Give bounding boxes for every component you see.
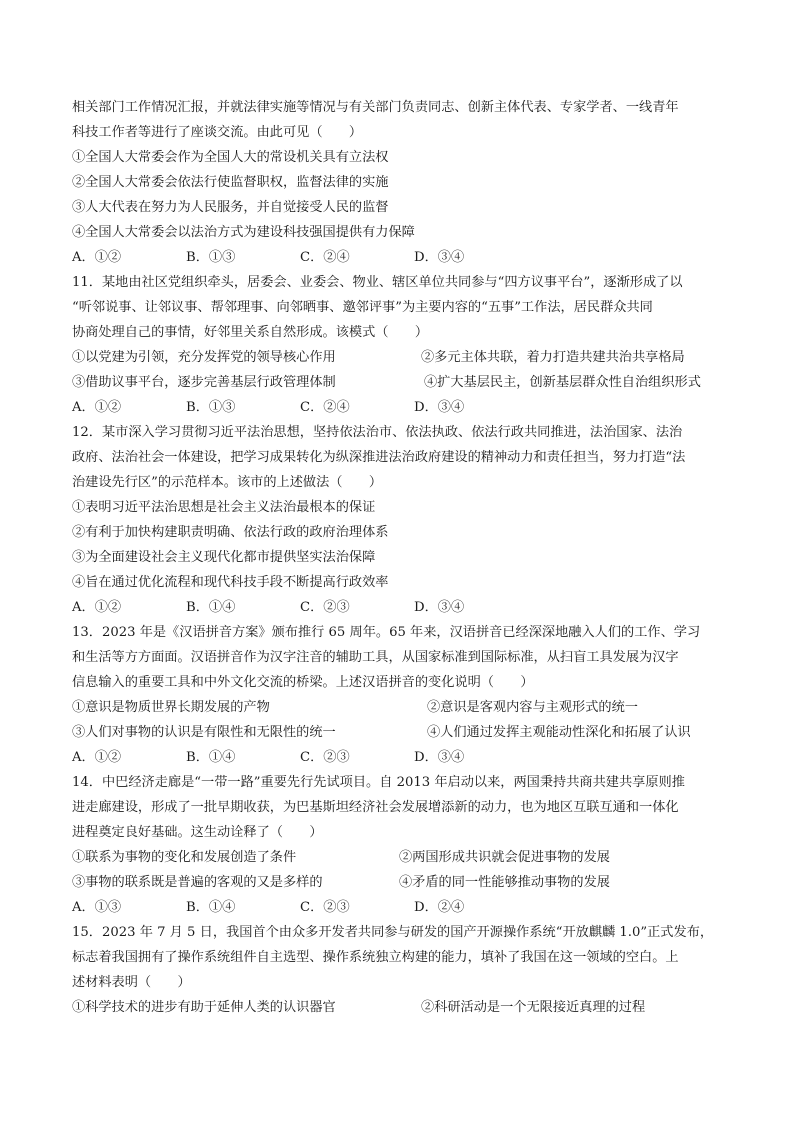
q10-stem-line: 科技工作者等进行了座谈交流。由此可见（ ） <box>72 125 363 140</box>
q12-answer-c: C．②③ <box>300 600 350 615</box>
q13-stem-line: 信息输入的重要工具和中外文化交流的桥梁。上述汉语拼音的变化说明（ ） <box>72 675 534 690</box>
q10-answer-d: D．③④ <box>414 250 465 265</box>
q11-answer-b: B．①③ <box>186 400 236 415</box>
q14-answer-c: C．②③ <box>300 900 350 915</box>
q11-answer-d: D．③④ <box>414 400 465 415</box>
q10-option: ④全国人大常委会以法治方式为建设科技强国提供有力保障 <box>72 225 415 240</box>
q14-option: ①联系为事物的变化和发展创造了条件 <box>72 850 297 865</box>
q12-answer-b: B．①④ <box>186 600 236 615</box>
q12-stem-line: 政府、法治社会一体建设，把学习成果转化为纵深推进法治政府建设的精神动力和责任担当，努力打造“法 <box>72 450 686 465</box>
q11-stem-line: 协商处理自己的事情，好邻里关系自然形成。该模式（ ） <box>72 325 429 340</box>
q13-answer-b: B．①④ <box>186 750 236 765</box>
q12-option: ④旨在通过优化流程和现代科技手段不断提高行政效率 <box>72 575 389 590</box>
q10-option: ③人大代表在努力为人民服务，并自觉接受人民的监督 <box>72 200 389 215</box>
q15-stem-line: 标志着我国拥有了操作系统组件自主选型、操作系统独立构建的能力，填补了我国在这一领域的空白。上 <box>72 950 679 965</box>
q14-option: ④矛盾的同一性能够推动事物的发展 <box>399 875 610 890</box>
q12-option: ②有利于加快构建职责明确、依法行政的政府治理体系 <box>72 525 389 540</box>
q11-answer-c: C．②④ <box>300 400 350 415</box>
q15-option: ②科研活动是一个无限接近真理的过程 <box>421 1000 646 1015</box>
q12-stem-line: 治建设先行区”的示范样本。该市的上述做法（ ） <box>72 475 383 490</box>
q13-stem-line: 13．2023 年是《汉语拼音方案》颁布推行 65 周年。65 年来，汉语拼音已经深深地融入人们的工作、学习 <box>72 625 701 640</box>
q14-answer-b: B．①④ <box>186 900 236 915</box>
q14-answer-a: A．①③ <box>72 900 122 915</box>
q11-option: ②多元主体共联，着力打造共建共治共享格局 <box>421 350 685 365</box>
q14-stem-line: 进走廊建设，形成了一批早期收获，为巴基斯坦经济社会发展增添新的动力，也为地区互联互通和一体化 <box>72 800 679 815</box>
q10-answer-c: C．②④ <box>300 250 350 265</box>
q13-option: ②意识是客观内容与主观形式的统一 <box>427 700 638 715</box>
q10-answer-a: A．①② <box>72 250 122 265</box>
q13-answer-c: C．②③ <box>300 750 350 765</box>
q10-answer-b: B．①③ <box>186 250 236 265</box>
q15-stem-line: 15．2023 年 7 月 5 日，我国首个由众多开发者共同参与研发的国产开源操作系统“开放麒麟 1.0”正式发布， <box>72 925 714 940</box>
q12-answer-a: A．①② <box>72 600 122 615</box>
q13-option: ①意识是物质世界长期发展的产物 <box>72 700 270 715</box>
q15-option: ①科学技术的进步有助于延伸人类的认识器官 <box>72 1000 336 1015</box>
q11-option: ③借助议事平台，逐步完善基层行政管理体制 <box>72 375 336 390</box>
q11-stem-line: “听邻说事、让邻议事、帮邻理事、向邻晒事、邀邻评事”为主要内容的“五事”工作法，居民群众共同 <box>72 300 653 315</box>
q12-option: ③为全面建设社会主义现代化都市提供坚实法治保障 <box>72 550 376 565</box>
q12-answer-d: D．③④ <box>414 600 465 615</box>
q11-stem-line: 11．某地由社区党组织牵头，居委会、业委会、物业、辖区单位共同参与“四方议事平台”，逐渐形成了以 <box>72 275 683 290</box>
q15-stem-line: 述材料表明（ ） <box>72 975 191 990</box>
q13-stem-line: 和生活等方方面面。汉语拼音作为汉字注音的辅助工具，从国家标准到国际标准，从扫盲工具发展为汉字 <box>72 650 679 665</box>
q13-answer-d: D．③④ <box>414 750 465 765</box>
q10-option: ②全国人大常委会依法行使监督职权，监督法律的实施 <box>72 175 389 190</box>
q13-option: ③人们对事物的认识是有限性和无限性的统一 <box>72 725 336 740</box>
q14-answer-d: D．②④ <box>414 900 465 915</box>
q11-option: ④扩大基层民主，创新基层群众性自治组织形式 <box>424 375 701 390</box>
q11-answer-a: A．①② <box>72 400 122 415</box>
q13-option: ④人们通过发挥主观能动性深化和拓展了认识 <box>427 725 691 740</box>
q10-stem-line: 相关部门工作情况汇报，并就法律实施等情况与有关部门负责同志、创新主体代表、专家学者、一线青年 <box>72 100 679 115</box>
q14-option: ②两国形成共识就会促进事物的发展 <box>399 850 610 865</box>
q10-option: ①全国人大常委会作为全国人大的常设机关具有立法权 <box>72 150 389 165</box>
q14-stem-line: 进程奠定良好基础。这生动诠释了（ ） <box>72 825 323 840</box>
q13-answer-a: A．①② <box>72 750 122 765</box>
q12-stem-line: 12．某市深入学习贯彻习近平法治思想，坚持依法治市、依法执政、依法行政共同推进，法治国家、法治 <box>72 425 683 440</box>
q12-option: ①表明习近平法治思想是社会主义法治最根本的保证 <box>72 500 376 515</box>
q14-stem-line: 14．中巴经济走廊是“一带一路”重要先行先试项目。自 2013 年启动以来，两国秉持共商共建共享原则推 <box>72 775 685 790</box>
q14-option: ③事物的联系既是普遍的客观的又是多样的 <box>72 875 323 890</box>
q11-option: ①以党建为引领，充分发挥党的领导核心作用 <box>72 350 336 365</box>
